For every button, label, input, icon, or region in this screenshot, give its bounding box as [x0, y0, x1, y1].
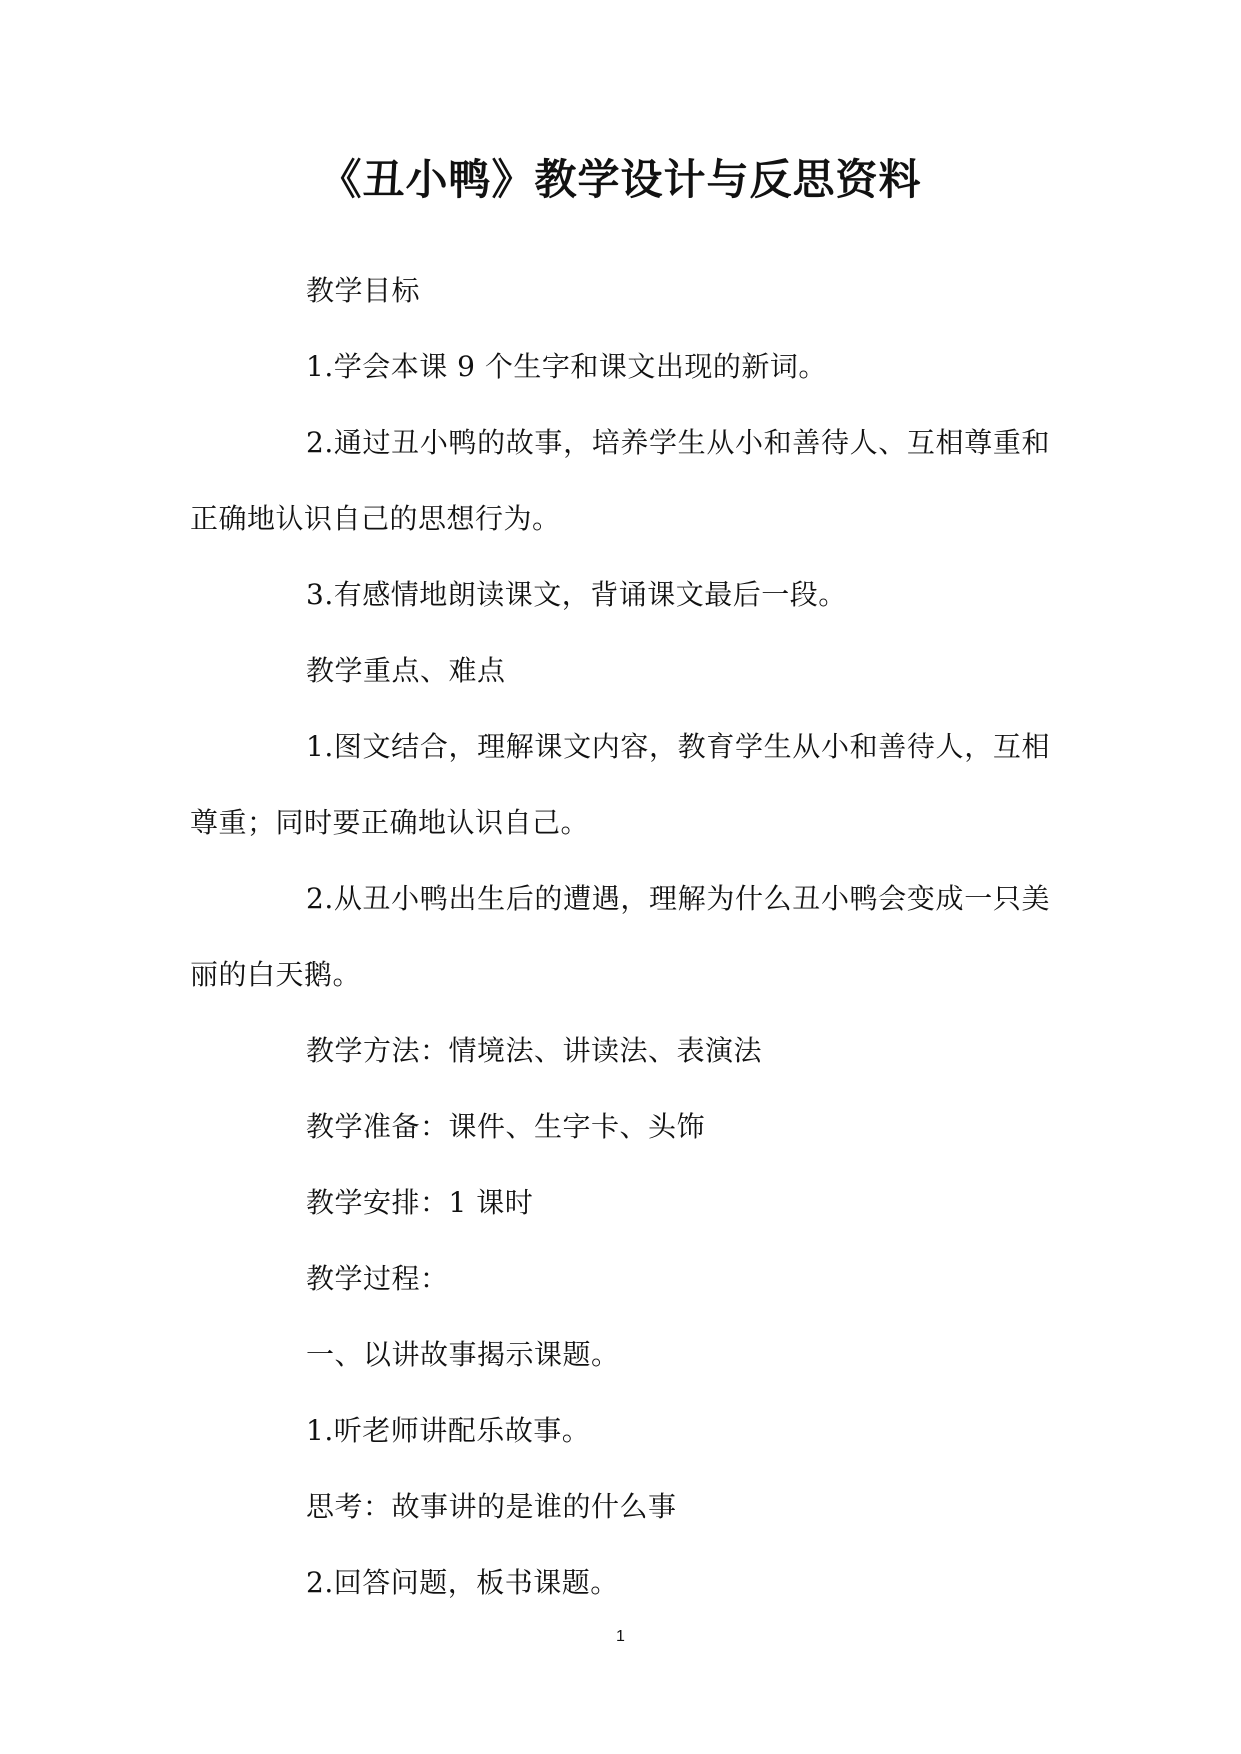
paragraph: 教学过程：	[306, 1262, 449, 1295]
paragraph: 1.图文结合，理解课文内容，教育学生从小和善待人，互相尊重；同时要正确地认识自己。	[190, 730, 1050, 839]
document-body	[190, 253, 1050, 1621]
page-number: 1	[616, 1628, 625, 1645]
paragraph: 教学准备：课件、生字卡、头饰	[306, 1110, 706, 1143]
paragraph: 2.回答问题，板书课题。	[306, 1566, 619, 1599]
paragraph: 教学重点、难点	[306, 654, 506, 687]
paragraph: 一、以讲故事揭示课题。	[306, 1338, 620, 1371]
document-title: 《丑小鸭》教学设计与反思资料	[319, 155, 922, 204]
paragraph: 教学目标	[306, 274, 421, 307]
paragraph: 教学方法：情境法、讲读法、表演法	[306, 1034, 763, 1067]
paragraph: 3.有感情地朗读课文，背诵课文最后一段。	[306, 578, 847, 611]
paragraph: 思考：故事讲的是谁的什么事	[306, 1490, 677, 1523]
paragraph: 1.听老师讲配乐故事。	[306, 1414, 591, 1447]
paragraph: 教学安排：1 课时	[306, 1186, 534, 1219]
paragraph: 2.通过丑小鸭的故事，培养学生从小和善待人、互相尊重和正确地认识自己的思想行为。	[190, 426, 1050, 535]
paragraph: 1.学会本课 9 个生字和课文出现的新词。	[306, 350, 827, 383]
paragraph: 2.从丑小鸭出生后的遭遇，理解为什么丑小鸭会变成一只美丽的白天鹅。	[190, 882, 1050, 991]
